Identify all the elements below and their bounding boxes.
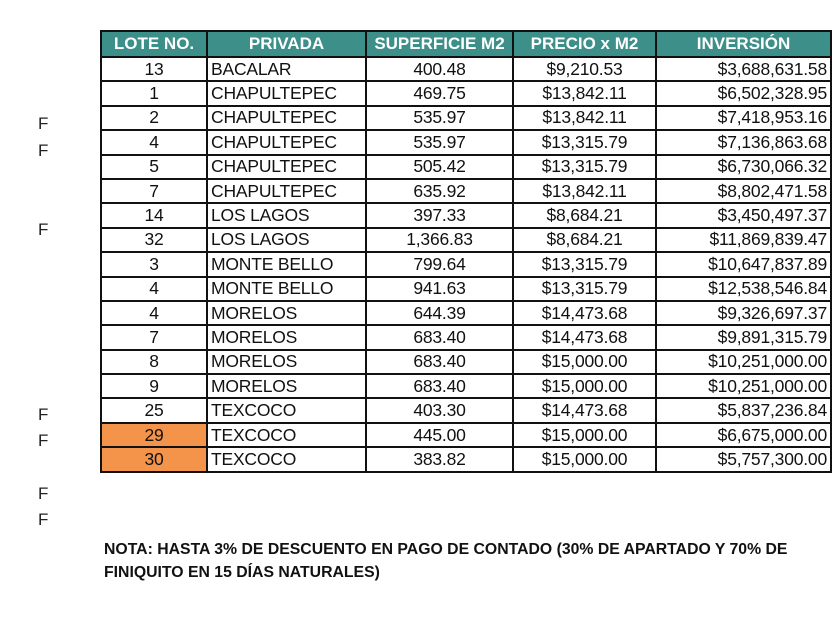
table-row (101, 374, 831, 398)
header-superficie: SUPERFICIE M2 (366, 31, 513, 57)
row-flag: F (38, 404, 49, 424)
cell-lote: 32 (101, 228, 207, 252)
header-inversion: INVERSIÓN (656, 31, 831, 57)
row-flag: F (38, 431, 49, 451)
table-header-row (101, 31, 831, 57)
cell-inversion: $6,675,000.00 (656, 423, 831, 447)
cell-privada: MONTE BELLO (207, 252, 366, 276)
cell-superficie: 799.64 (366, 252, 513, 276)
row-flag (38, 243, 62, 269)
cell-privada: CHAPULTEPEC (207, 155, 366, 179)
cell-privada: MORELOS (207, 301, 366, 325)
header-lote: LOTE NO. (101, 31, 207, 57)
cell-lote: 30 (101, 447, 207, 471)
cell-lote: 13 (101, 57, 207, 81)
cell-privada: BACALAR (207, 57, 366, 81)
cell-precio: $15,000.00 (513, 374, 656, 398)
cell-inversion: $8,802,471.58 (656, 179, 831, 203)
row-flag (38, 454, 62, 480)
cell-inversion: $9,891,315.79 (656, 325, 831, 349)
row-flag (38, 296, 62, 322)
cell-precio: $15,000.00 (513, 350, 656, 374)
cell-lote: 9 (101, 374, 207, 398)
cell-superficie: 535.97 (366, 130, 513, 154)
cell-precio: $8,684.21 (513, 228, 656, 252)
cell-precio: $13,315.79 (513, 252, 656, 276)
cell-superficie: 644.39 (366, 301, 513, 325)
cell-superficie: 683.40 (366, 374, 513, 398)
cell-inversion: $5,837,236.84 (656, 398, 831, 422)
cell-lote: 25 (101, 398, 207, 422)
note-text: NOTA: HASTA 3% DE DESCUENTO EN PAGO DE CONTADO (30% DE APARTADO Y 70% DE FINIQUITO EN 15 DÍAS NATURALES) (104, 541, 788, 581)
cell-precio: $14,473.68 (513, 398, 656, 422)
cell-lote: 3 (101, 252, 207, 276)
cell-precio: $15,000.00 (513, 447, 656, 471)
cell-superficie: 403.30 (366, 398, 513, 422)
cell-inversion: $3,688,631.58 (656, 57, 831, 81)
cell-precio: $13,842.11 (513, 81, 656, 105)
cell-precio: $15,000.00 (513, 423, 656, 447)
cell-precio: $13,842.11 (513, 106, 656, 130)
cell-precio: $13,315.79 (513, 155, 656, 179)
cell-lote: 4 (101, 130, 207, 154)
cell-superficie: 635.92 (366, 179, 513, 203)
cell-superficie: 469.75 (366, 81, 513, 105)
cell-inversion: $10,251,000.00 (656, 350, 831, 374)
cell-privada: CHAPULTEPEC (207, 179, 366, 203)
cell-inversion: $6,730,066.32 (656, 155, 831, 179)
cell-lote: 5 (101, 155, 207, 179)
table-row (101, 423, 831, 447)
lots-table (100, 30, 832, 473)
cell-privada: MONTE BELLO (207, 277, 366, 301)
cell-lote: 2 (101, 106, 207, 130)
cell-superficie: 683.40 (366, 350, 513, 374)
row-flag: F (38, 483, 49, 503)
cell-privada: TEXCOCO (207, 447, 366, 471)
cell-lote: 4 (101, 277, 207, 301)
cell-superficie: 397.33 (366, 203, 513, 227)
cell-precio: $13,842.11 (513, 179, 656, 203)
row-flag (38, 191, 62, 217)
cell-privada: LOS LAGOS (207, 228, 366, 252)
cell-inversion: $3,450,497.37 (656, 203, 831, 227)
header-precio: PRECIO x M2 (513, 31, 656, 57)
table-row (101, 447, 831, 471)
cell-precio: $8,684.21 (513, 203, 656, 227)
table-row (101, 252, 831, 276)
cell-privada: MORELOS (207, 325, 366, 349)
cell-lote: 29 (101, 423, 207, 447)
cell-superficie: 383.82 (366, 447, 513, 471)
row-flag (38, 375, 62, 401)
row-flag (38, 164, 62, 190)
cell-privada: MORELOS (207, 350, 366, 374)
cell-superficie: 445.00 (366, 423, 513, 447)
table-row (101, 130, 831, 154)
row-flag: F (38, 219, 49, 239)
cell-precio: $13,315.79 (513, 277, 656, 301)
table-row (101, 228, 831, 252)
cell-privada: CHAPULTEPEC (207, 81, 366, 105)
row-flag: F (38, 114, 49, 134)
cell-privada: CHAPULTEPEC (207, 130, 366, 154)
cell-lote: 14 (101, 203, 207, 227)
flag-column (38, 85, 62, 534)
cell-inversion: $5,757,300.00 (656, 447, 831, 471)
cell-privada: TEXCOCO (207, 398, 366, 422)
cell-precio: $14,473.68 (513, 325, 656, 349)
cell-inversion: $10,251,000.00 (656, 374, 831, 398)
table-row (101, 398, 831, 422)
cell-privada: CHAPULTEPEC (207, 106, 366, 130)
row-flag (38, 85, 62, 111)
table-row (101, 155, 831, 179)
row-flag: F (38, 140, 49, 160)
cell-lote: 8 (101, 350, 207, 374)
table-row (101, 325, 831, 349)
cell-privada: LOS LAGOS (207, 203, 366, 227)
cell-superficie: 535.97 (366, 106, 513, 130)
cell-privada: TEXCOCO (207, 423, 366, 447)
table-row (101, 179, 831, 203)
cell-inversion: $10,647,837.89 (656, 252, 831, 276)
cell-inversion: $6,502,328.95 (656, 81, 831, 105)
row-flag (38, 349, 62, 375)
cell-inversion: $12,538,546.84 (656, 277, 831, 301)
cell-lote: 7 (101, 325, 207, 349)
cell-inversion: $11,869,839.47 (656, 228, 831, 252)
cell-privada: MORELOS (207, 374, 366, 398)
cell-precio: $9,210.53 (513, 57, 656, 81)
table-row (101, 203, 831, 227)
row-flag (38, 270, 62, 296)
table-row (101, 350, 831, 374)
cell-superficie: 400.48 (366, 57, 513, 81)
cell-lote: 7 (101, 179, 207, 203)
table-row (101, 57, 831, 81)
table-row (101, 301, 831, 325)
row-flag: F (38, 510, 49, 530)
row-flag (38, 323, 62, 349)
cell-precio: $14,473.68 (513, 301, 656, 325)
cell-precio: $13,315.79 (513, 130, 656, 154)
cell-lote: 1 (101, 81, 207, 105)
header-privada: PRIVADA (207, 31, 366, 57)
cell-superficie: 941.63 (366, 277, 513, 301)
cell-superficie: 683.40 (366, 325, 513, 349)
table-row (101, 277, 831, 301)
table-row (101, 81, 831, 105)
table-body (101, 57, 831, 472)
cell-inversion: $9,326,697.37 (656, 301, 831, 325)
cell-inversion: $7,136,863.68 (656, 130, 831, 154)
cell-inversion: $7,418,953.16 (656, 106, 831, 130)
cell-superficie: 505.42 (366, 155, 513, 179)
cell-superficie: 1,366.83 (366, 228, 513, 252)
cell-lote: 4 (101, 301, 207, 325)
table-row (101, 106, 831, 130)
